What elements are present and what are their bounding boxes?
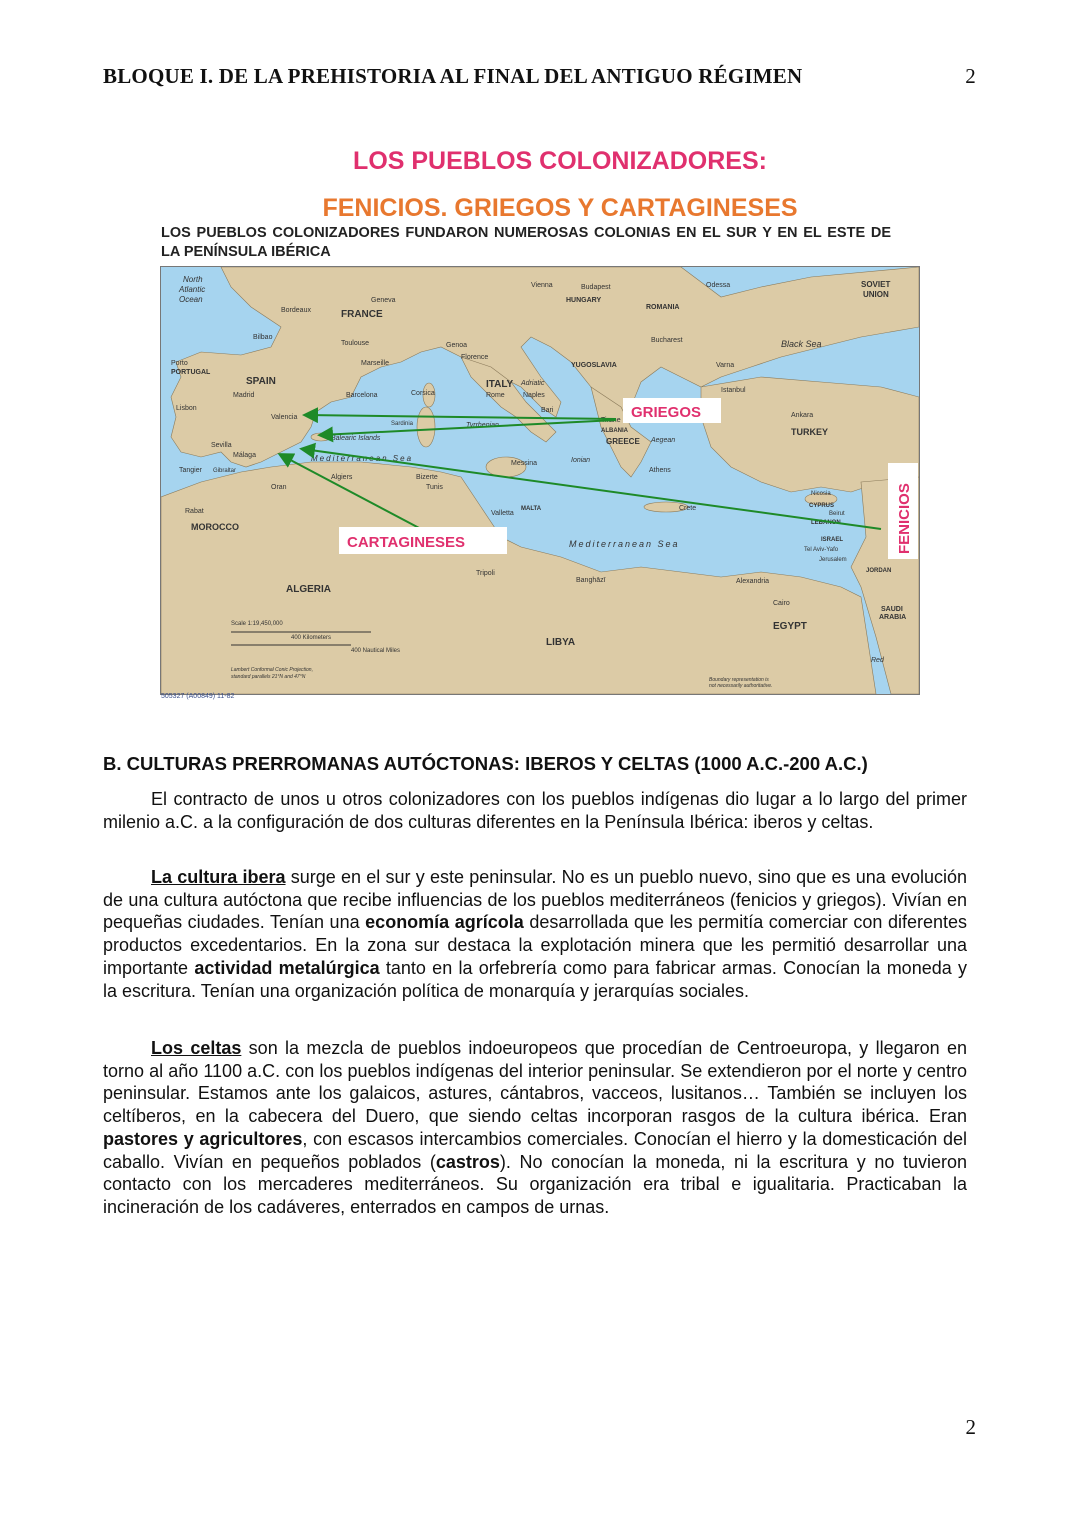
label-black-sea: Black Sea bbox=[781, 339, 822, 349]
label-marseille: Marseille bbox=[361, 360, 390, 367]
paragraph-iberos bbox=[103, 866, 967, 1002]
iberos-text-2: desarrollada que les permitía comerciar con diferentes productos excedentarios. En la zona sur destaca la explotación minera que les permitió desarrollar una importante bbox=[103, 912, 967, 978]
figure-title-line2: FENICIOS. GRIEGOS Y CARTAGINESES bbox=[322, 194, 798, 222]
label-barcelona: Barcelona bbox=[346, 392, 378, 399]
label-north: North bbox=[183, 275, 203, 284]
label-algiers: Algiers bbox=[331, 474, 353, 481]
label-km: 400 Kilometers bbox=[291, 635, 332, 641]
label-malaga: Málaga bbox=[233, 452, 256, 459]
colonization-map bbox=[160, 266, 920, 695]
label-arabia: ARABIA bbox=[879, 614, 907, 621]
label-soviet: SOVIET bbox=[861, 280, 891, 289]
callout-cartagineses: CARTAGINESES bbox=[347, 534, 466, 551]
label-portugal: PORTUGAL bbox=[171, 369, 211, 376]
label-tyrrhenian: Tyrrhenian bbox=[466, 422, 499, 429]
label-gibraltar: Gibraltar bbox=[213, 468, 237, 474]
paragraph-celtas bbox=[103, 1037, 967, 1219]
label-aegean: Aegean bbox=[651, 437, 676, 444]
label-atlantic: Atlantic bbox=[179, 285, 206, 294]
label-madrid: Madrid bbox=[233, 392, 255, 399]
label-sevilla: Sevilla bbox=[211, 442, 232, 449]
label-boundary2: not necessarily authoritative. bbox=[709, 683, 773, 689]
callout-griegos: GRIEGOS bbox=[631, 404, 702, 421]
label-valencia: Valencia bbox=[271, 414, 298, 421]
celtas-text-3: ). No conocían la moneda, ni la escritura y no tuvieron contacto con los mercaderes mediterráneos. Su organización era tribal e igualitaria. Practicaban la incineración de los cadáveres, enterrados en campos de urnas. bbox=[103, 1151, 967, 1217]
map-svg bbox=[161, 267, 919, 694]
label-adriatic: Adriatic bbox=[521, 380, 545, 387]
label-yugoslavia: YUGOSLAVIA bbox=[571, 362, 617, 369]
label-bucharest: Bucharest bbox=[651, 337, 683, 344]
label-parallels: standard parallels 21°N and 47°N bbox=[231, 674, 306, 680]
label-beirut: Beirut bbox=[829, 511, 845, 517]
label-budapest: Budapest bbox=[581, 284, 611, 291]
label-algeria: ALGERIA bbox=[286, 584, 331, 595]
label-malta: MALTA bbox=[521, 506, 542, 512]
label-istanbul: Istanbul bbox=[721, 387, 746, 394]
map-code: 505327 (A00849) 11-82 bbox=[161, 693, 235, 700]
label-rabat: Rabat bbox=[185, 508, 204, 515]
section-heading: B. CULTURAS PRERROMANAS AUTÓCTONAS: IBEROS Y CELTAS (1000 A.C.-200 A.C.) bbox=[103, 753, 868, 774]
label-odessa: Odessa bbox=[706, 282, 731, 289]
label-scale: Scale 1:19,450,000 bbox=[231, 621, 283, 627]
label-rome: Rome bbox=[486, 392, 505, 399]
label-oran: Oran bbox=[271, 484, 287, 491]
land-sardinia bbox=[417, 407, 435, 447]
label-red-sea: Red bbox=[871, 657, 884, 664]
label-spain: SPAIN bbox=[246, 376, 276, 387]
label-bari: Bari bbox=[541, 407, 554, 414]
label-porto: Porto bbox=[171, 360, 188, 367]
label-balearic: Balearic Islands bbox=[331, 435, 381, 442]
header-title: BLOQUE I. DE LA PREHISTORIA AL FINAL DEL ANTIGUO RÉGIMEN bbox=[103, 64, 803, 88]
label-cairo: Cairo bbox=[773, 600, 790, 607]
paragraph-intro: El contracto de unos u otros colonizadores con los pueblos indígenas dio lugar a lo largo del primer milenio a.C. a la configuración de dos culturas diferentes en la Península Ibérica: iberos y celtas. bbox=[103, 789, 967, 832]
label-libya: LIBYA bbox=[546, 637, 576, 648]
label-crete: Crete bbox=[679, 505, 697, 512]
celtas-lead: Los celtas bbox=[151, 1038, 242, 1058]
label-naples: Naples bbox=[523, 392, 545, 399]
figure-title-line1: LOS PUEBLOS COLONIZADORES: bbox=[353, 147, 767, 175]
header-page-number: 2 bbox=[965, 64, 976, 88]
label-florence: Florence bbox=[461, 354, 489, 361]
iberos-bold-1: economía agrícola bbox=[365, 912, 524, 933]
iberos-text-3: tanto en la orfebrería como para fabricar armas. Conocían la moneda y la escritura. Tenían una organización política de monarquía y jerarquías sociales. bbox=[103, 957, 967, 1001]
label-toulouse: Toulouse bbox=[341, 340, 370, 347]
label-union: UNION bbox=[863, 290, 889, 299]
label-cyprus: CYPRUS bbox=[809, 503, 835, 509]
callout-fenicios: FENICIOS bbox=[896, 483, 913, 554]
label-albania: ALBANIA bbox=[601, 428, 628, 434]
label-athens: Athens bbox=[649, 467, 671, 474]
label-hungary: HUNGARY bbox=[566, 297, 602, 304]
label-projection: Lambert Conformal Conic Projection, bbox=[231, 667, 313, 673]
label-alexandria: Alexandria bbox=[736, 578, 770, 585]
figure-subtitle: LOS PUEBLOS COLONIZADORES FUNDARON NUMEROSAS COLONIAS EN EL SUR Y EN EL ESTE DE LA PENÍNSULA IBÉRICA bbox=[161, 225, 891, 260]
label-banghazi: Banghāzī bbox=[576, 577, 606, 584]
label-turkey: TURKEY bbox=[791, 427, 829, 437]
label-geneva: Geneva bbox=[371, 297, 396, 304]
iberos-lead: La cultura ibera bbox=[151, 867, 286, 887]
label-israel: ISRAEL bbox=[821, 537, 844, 543]
label-france: FRANCE bbox=[341, 309, 383, 320]
celtas-text-2: , con escasos intercambios comerciales. Conocían el hierro y la domesticación del caballo. Vivían en pequeños poblados ( bbox=[103, 1128, 967, 1172]
label-egypt: EGYPT bbox=[773, 621, 807, 632]
label-varna: Varna bbox=[716, 362, 735, 369]
label-genoa: Genoa bbox=[446, 342, 468, 349]
label-valletta: Valletta bbox=[491, 510, 514, 517]
label-ankara: Ankara bbox=[791, 412, 814, 419]
label-morocco: MOROCCO bbox=[191, 522, 239, 532]
label-jerusalem: Jerusalem bbox=[819, 557, 847, 563]
iberos-text-1: surge en el sur y este peninsular. No es un pueblo nuevo, sino que es una evolución de una cultura autóctona que recibe influencias de los pueblos mediterráneos (fenicios y griegos). Vivían en pequeñas ciudades. Tenían una bbox=[103, 867, 968, 933]
label-boundary: Boundary representation is bbox=[709, 677, 769, 683]
label-italy: ITALY bbox=[486, 379, 514, 390]
label-jordan: JORDAN bbox=[866, 568, 892, 574]
label-messina: Messina bbox=[511, 460, 538, 467]
label-tirane: Tirane bbox=[601, 417, 621, 424]
label-nm: 400 Nautical Miles bbox=[351, 648, 401, 654]
label-bordeaux: Bordeaux bbox=[281, 307, 311, 314]
iberos-bold-2: actividad metalúrgica bbox=[194, 957, 380, 978]
label-vienna: Vienna bbox=[531, 282, 553, 289]
label-tangier: Tangier bbox=[179, 467, 202, 474]
label-bilbao: Bilbao bbox=[253, 334, 273, 341]
label-tunis: Tunis bbox=[426, 484, 443, 491]
label-ocean: Ocean bbox=[179, 295, 203, 304]
celtas-text-1: son la mezcla de pueblos indoeuropeos que procedían de Centroeuropa, y llegaron en torno al año 1100 a.C. con los pueblos indígenas del interior peninsular. Se extendieron por el norte y centro peninsular. Estamos ante los galaicos, astures, cántabros, vacceos, lusitanos… También se incluyen los celtíberos, en la cabecera del Duero, que siendo celtas incorporan rasgos de la cultura ibérica. Eran bbox=[103, 1038, 967, 1127]
label-tripoli: Tripoli bbox=[476, 570, 495, 577]
label-greece: GREECE bbox=[606, 437, 640, 446]
label-med-west: Mediterranean Sea bbox=[311, 454, 414, 463]
label-ionian: Ionian bbox=[571, 457, 591, 464]
celtas-bold-2: castros bbox=[435, 1151, 500, 1172]
label-saudi: SAUDI bbox=[881, 606, 903, 613]
page-header bbox=[103, 64, 980, 89]
label-nicosia: Nicosia bbox=[811, 491, 831, 497]
label-romania: ROMANIA bbox=[646, 304, 680, 311]
label-lisbon: Lisbon bbox=[176, 405, 197, 412]
label-lebanon: LEBANON bbox=[811, 520, 841, 526]
label-bizerte: Bizerte bbox=[416, 474, 438, 481]
label-tel-aviv: Tel Aviv-Yafo bbox=[804, 547, 839, 553]
footer-page-number: 2 bbox=[965, 1415, 976, 1439]
label-sardinia: Sardinia bbox=[391, 421, 414, 427]
label-mediterranean: Mediterranean Sea bbox=[569, 539, 680, 549]
celtas-bold-1: pastores y agricultores bbox=[103, 1128, 303, 1149]
label-corsica: Corsica bbox=[411, 390, 435, 397]
